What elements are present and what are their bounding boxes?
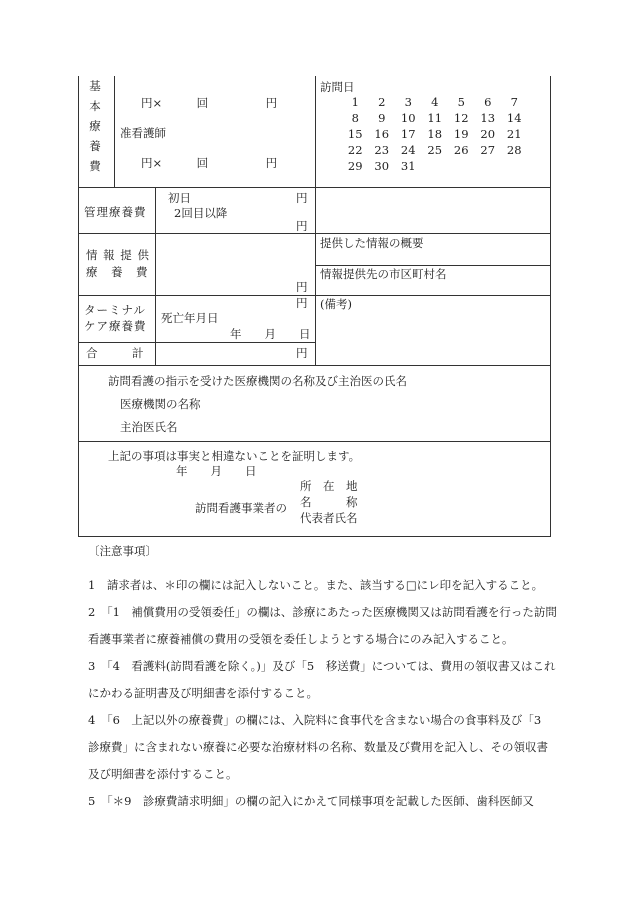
visit-day[interactable]: 15	[347, 127, 363, 141]
mgmt-fee-label: 管理療養費	[84, 205, 147, 219]
visit-day[interactable]: 13	[480, 111, 496, 125]
institution-name-label: 医療機関の名称	[120, 397, 201, 411]
visit-day[interactable]: 27	[480, 143, 496, 157]
info-fee-label-1: 情 報 提 供	[86, 248, 150, 262]
visit-day[interactable]: 9	[378, 111, 386, 125]
terminal-label-2: ケア療養費	[84, 319, 147, 333]
visit-day[interactable]: 8	[351, 111, 359, 125]
mgmt-second-day: 2回目以降	[174, 206, 228, 220]
mgmt-second-yen: 円	[296, 219, 308, 233]
basic-fee-label-char: 費	[89, 159, 101, 173]
remarks-label: (備考)	[320, 297, 352, 311]
terminal-yen: 円	[296, 296, 308, 310]
total-label: 合 計	[86, 346, 144, 360]
visit-day[interactable]: 21	[506, 127, 522, 141]
visit-day[interactable]: 18	[427, 127, 443, 141]
visit-day[interactable]: 3	[404, 95, 412, 109]
info-summary-label: 提供した情報の概要	[320, 236, 424, 250]
rep-name-label: 代表者氏名	[300, 511, 358, 525]
visit-day[interactable]: 17	[400, 127, 416, 141]
visit-day[interactable]: 7	[510, 95, 518, 109]
visit-day[interactable]: 4	[431, 95, 439, 109]
death-date-ymd: 年 月 日	[230, 327, 311, 341]
note-item-5: 5 「＊9 診療費請求明細」の欄の記入にかえて同様事項を記載した医師、歯科医師又	[88, 794, 534, 808]
basic-fee-label-char: 療	[89, 119, 101, 133]
institution-heading: 訪問看護の指示を受けた医療機関の名称及び主治医の氏名	[108, 374, 407, 388]
visit-day[interactable]: 12	[453, 111, 469, 125]
visit-day-calendar	[342, 96, 528, 173]
border-bottom	[78, 536, 550, 537]
death-date-label: 死亡年月日	[161, 311, 219, 325]
visit-day[interactable]: 28	[506, 143, 522, 157]
mgmt-first-yen: 円	[296, 191, 308, 205]
info-fee-label-2: 療 養 費	[86, 265, 149, 279]
note-item-4: 4 「6 上記以外の療養費」の欄には、入院料に食事代を含まない場合の食事料及び「3 診療費」に含まれない療養に必要な治療材料の名称、数量及び費用を記入し、その領収書及び明細書を添付すること。	[88, 713, 553, 781]
visit-day[interactable]: 26	[453, 143, 469, 157]
visit-day[interactable]: 2	[378, 95, 386, 109]
info-city-label: 情報提供先の市区町村名	[320, 267, 447, 281]
name-label: 名 称	[300, 495, 358, 509]
visit-day[interactable]: 19	[453, 127, 469, 141]
mgmt-first-day: 初日	[168, 191, 191, 205]
cert-date: 年 月 日	[176, 464, 257, 478]
visit-day[interactable]: 6	[484, 95, 492, 109]
basic-rate-line1: 円× 回 円	[141, 96, 278, 110]
basic-fee-label-char: 本	[89, 99, 101, 113]
notes-heading: 〔注意事項〕	[88, 544, 157, 558]
doctor-name-label: 主治医氏名	[120, 420, 178, 434]
basic-fee-label	[88, 76, 102, 176]
visit-day[interactable]: 24	[400, 143, 416, 157]
info-fee-yen: 円	[296, 280, 308, 294]
visit-day[interactable]: 1	[351, 95, 359, 109]
assoc-nurse-label: 准看護師	[120, 126, 166, 140]
visit-day[interactable]: 31	[400, 159, 416, 173]
border-right	[550, 76, 551, 537]
visit-day[interactable]: 29	[347, 159, 363, 173]
visit-day[interactable]: 30	[374, 159, 390, 173]
basic-rate-line2: 円× 回 円	[141, 156, 278, 170]
basic-fee-label-char: 基	[89, 79, 101, 93]
visit-day[interactable]: 14	[506, 111, 522, 125]
basic-fee-label-char: 養	[89, 139, 101, 153]
visit-day[interactable]: 22	[347, 143, 363, 157]
note-item-3: 3 「4 看護料(訪問看護を除く。)」及び「5 移送費」については、費用の領収書又はこれにかわる証明書及び明細書を添付すること。	[88, 659, 556, 700]
border-left	[78, 76, 79, 537]
visit-day[interactable]: 23	[374, 143, 390, 157]
terminal-label-1: ターミナル	[84, 303, 146, 317]
provider-label: 訪問看護事業者の	[195, 501, 287, 515]
visit-day[interactable]: 5	[457, 95, 465, 109]
visit-day[interactable]: 11	[427, 111, 443, 125]
visit-day[interactable]: 10	[400, 111, 416, 125]
total-yen: 円	[296, 346, 308, 360]
visit-date-label: 訪問日	[320, 80, 355, 94]
note-item-1: 1 請求者は、＊印の欄には記入しないこと。また、該当する□にレ印を記入すること。	[88, 578, 544, 592]
visit-day[interactable]: 16	[374, 127, 390, 141]
address-label: 所 在 地	[300, 479, 358, 493]
visit-day[interactable]: 20	[480, 127, 496, 141]
visit-day[interactable]: 25	[427, 143, 443, 157]
note-item-2: 2 「1 補償費用の受領委任」の欄は、診療にあたった医療機関又は訪問看護を行った訪問看護事業者に療養補償の費用の受領を委任しようとする場合にのみ記入すること。	[88, 605, 557, 646]
certify-text: 上記の事項は事実と相違ないことを証明します。	[108, 449, 361, 463]
